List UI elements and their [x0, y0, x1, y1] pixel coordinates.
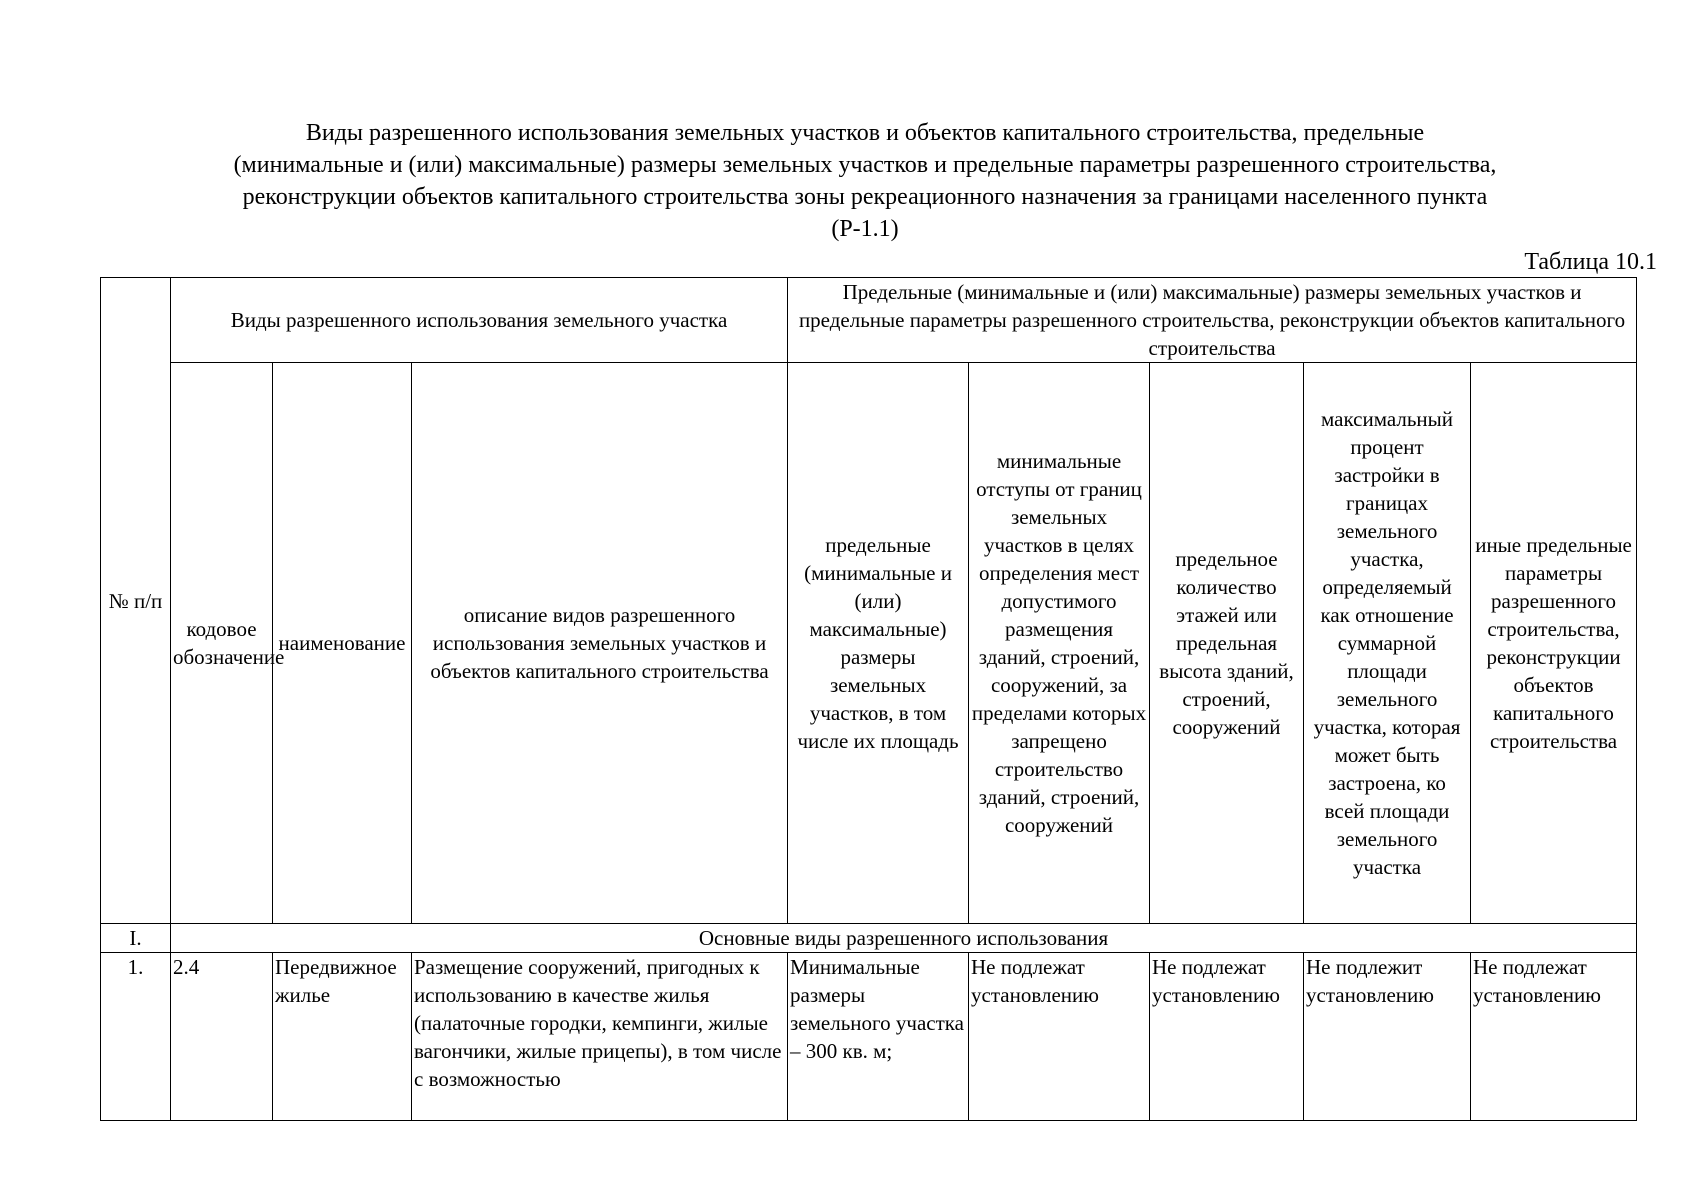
header-setbacks: минимальные отступы от границ земельных участков в целях определения мест допустимого размещения зданий, строений, сооружений, за пределами которых запрещено строительство зданий, строений, сооружений — [969, 363, 1150, 924]
header-group-params: Предельные (минимальные и (или) максимальные) размеры земельных участков и предельные параметры разрешенного строительства, реконструкции объектов капитального строительства — [788, 278, 1637, 363]
zoning-table — [100, 277, 1637, 1121]
header-group-vri: Виды разрешенного использования земельного участка — [171, 278, 788, 363]
header-floors: предельное количество этажей или предельная высота зданий, строений, сооружений — [1150, 363, 1304, 924]
document-title — [90, 117, 1640, 245]
section-title: Основные виды разрешенного использования — [171, 924, 1637, 953]
table-row — [101, 953, 1637, 1121]
header-sizes: предельные (минимальные и (или) максимальные) размеры земельных участков, в том числе их площадь — [788, 363, 969, 924]
title-line: Виды разрешенного использования земельных участков и объектов капитального строительства, предельные — [305, 120, 1425, 146]
header-description: описание видов разрешенного использования земельных участков и объектов капитального строительства — [412, 363, 788, 924]
header-other: иные предельные параметры разрешенного строительства, реконструкции объектов капитального строительства — [1471, 363, 1637, 924]
header-row-groups — [101, 278, 1637, 363]
header-name: наименование — [273, 363, 412, 924]
title-line: (Р-1.1) — [831, 216, 899, 242]
row-floors: Не подлежат установлению — [1150, 953, 1304, 1121]
header-num: № п/п — [101, 278, 171, 924]
row-sizes: Минимальные размеры земельного участка – 300 кв. м; — [788, 953, 969, 1121]
title-line: (минимальные и (или) максимальные) размеры земельных участков и предельные параметры разрешенного строительства, — [233, 152, 1497, 178]
row-name: Передвижное жилье — [273, 953, 412, 1121]
row-other: Не подлежат установлению — [1471, 953, 1637, 1121]
table-label: Таблица 10.1 — [1524, 249, 1657, 275]
header-coverage: максимальный процент застройки в границах земельного участка, определяемый как отношение суммарной площади земельного участка, которая может быть застроена, ко всей площади земельного участка — [1304, 363, 1471, 924]
row-setbacks: Не подлежат установлению — [969, 953, 1150, 1121]
header-code: кодовое обозначение — [171, 363, 273, 924]
row-description: Размещение сооружений, пригодных к использованию в качестве жилья (палаточные городки, кемпинги, жилые вагончики, жилые прицепы), в том числе с возможностью — [412, 953, 788, 1121]
row-coverage: Не подлежит установлению — [1304, 953, 1471, 1121]
section-row — [101, 924, 1637, 953]
section-num: I. — [101, 924, 171, 953]
row-code: 2.4 — [171, 953, 273, 1121]
title-line: реконструкции объектов капитального строительства зоны рекреационного назначения за границами населенного пункта — [242, 184, 1488, 210]
row-num: 1. — [101, 953, 171, 1121]
header-row-columns — [101, 363, 1637, 924]
